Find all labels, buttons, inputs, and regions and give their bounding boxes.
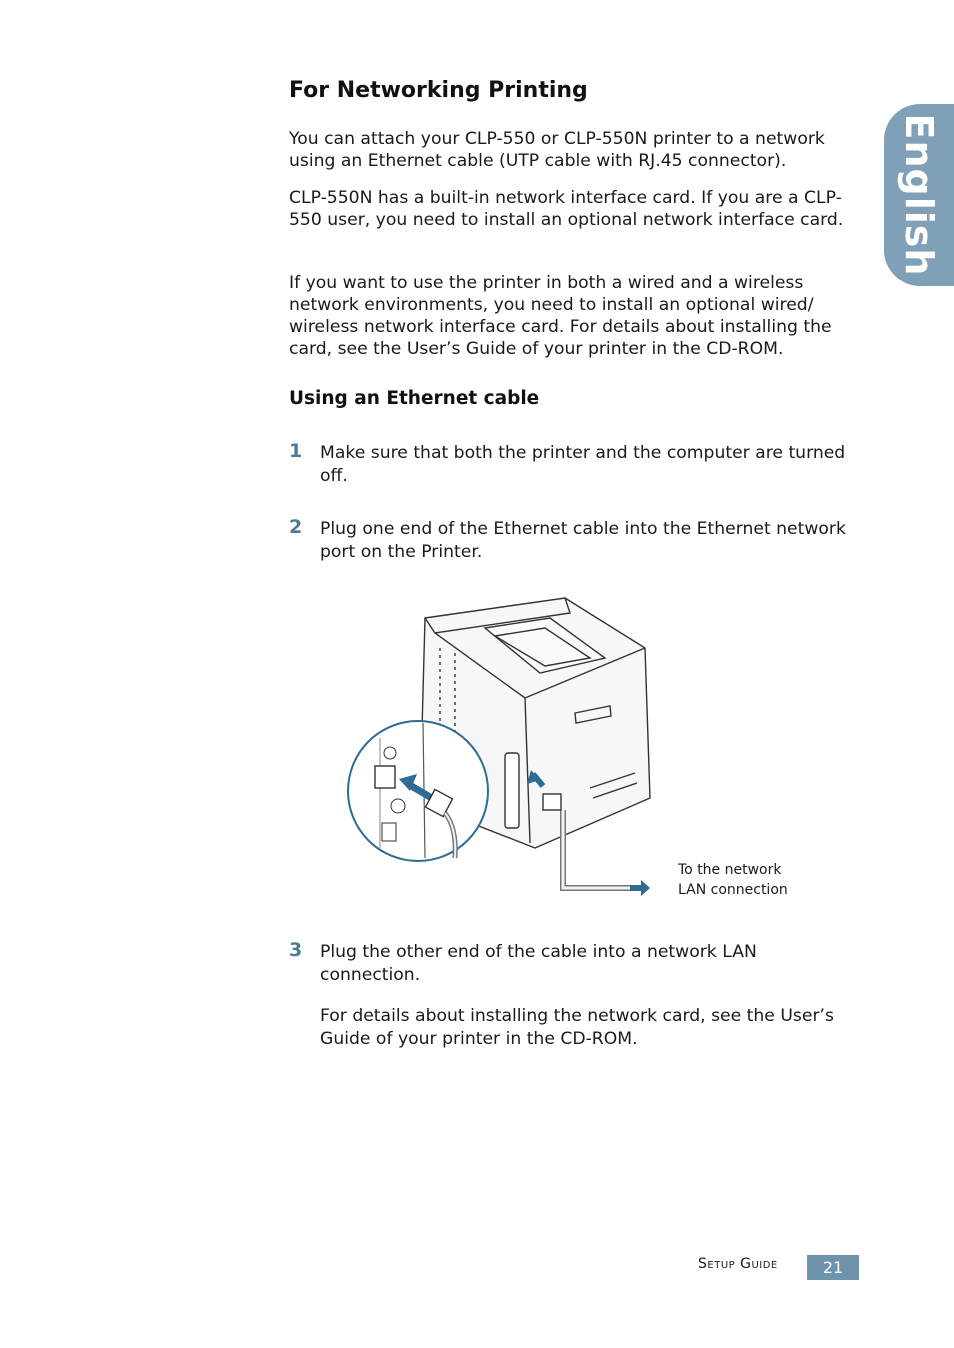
wireless-paragraph: If you want to use the printer in both a wired and a wireless network environments, you need to install an optional wired/ wireless network interface card. For details about installing the card, see the User’s Guide of your printer in the CD-ROM. [289,273,832,359]
step-2-text: Plug one end of the Ethernet cable into the Ethernet network port on the Printer. [320,519,846,562]
step-3-number: 3 [289,939,303,961]
caption-line-1: To the network [678,862,782,878]
step-1-number: 1 [289,440,303,462]
footer-guide-label: Setup Guide [698,1256,778,1272]
step-1-text: Make sure that both the printer and the computer are turned off. [320,443,846,486]
intro-paragraph: You can attach your CLP-550 or CLP-550N printer to a network using an Ethernet cable (UTP cable with RJ.45 connector). [289,129,825,171]
caption-line-2: LAN connection [678,881,788,898]
subsection-title: Using an Ethernet cable [289,388,540,409]
port-zoom-inset [348,721,488,861]
figure-caption [678,861,788,900]
step-3-text: Plug the other end of the cable into a network LAN connection. [320,942,757,985]
page-number-badge: 21 [807,1255,859,1280]
step-3-note: For details about installing the network card, see the User’s Guide of your printer in the CD-ROM. [320,1006,834,1049]
builtin-card-paragraph: CLP-550N has a built-in network interface card. If you are a CLP-550 user, you need to install an optional network interface card. [289,188,844,230]
printer-ethernet-illustration [345,588,805,908]
section-title: For Networking Printing [289,78,588,103]
language-side-tab [884,104,954,286]
step-2-number: 2 [289,516,303,538]
language-tab-label: English [897,113,941,277]
